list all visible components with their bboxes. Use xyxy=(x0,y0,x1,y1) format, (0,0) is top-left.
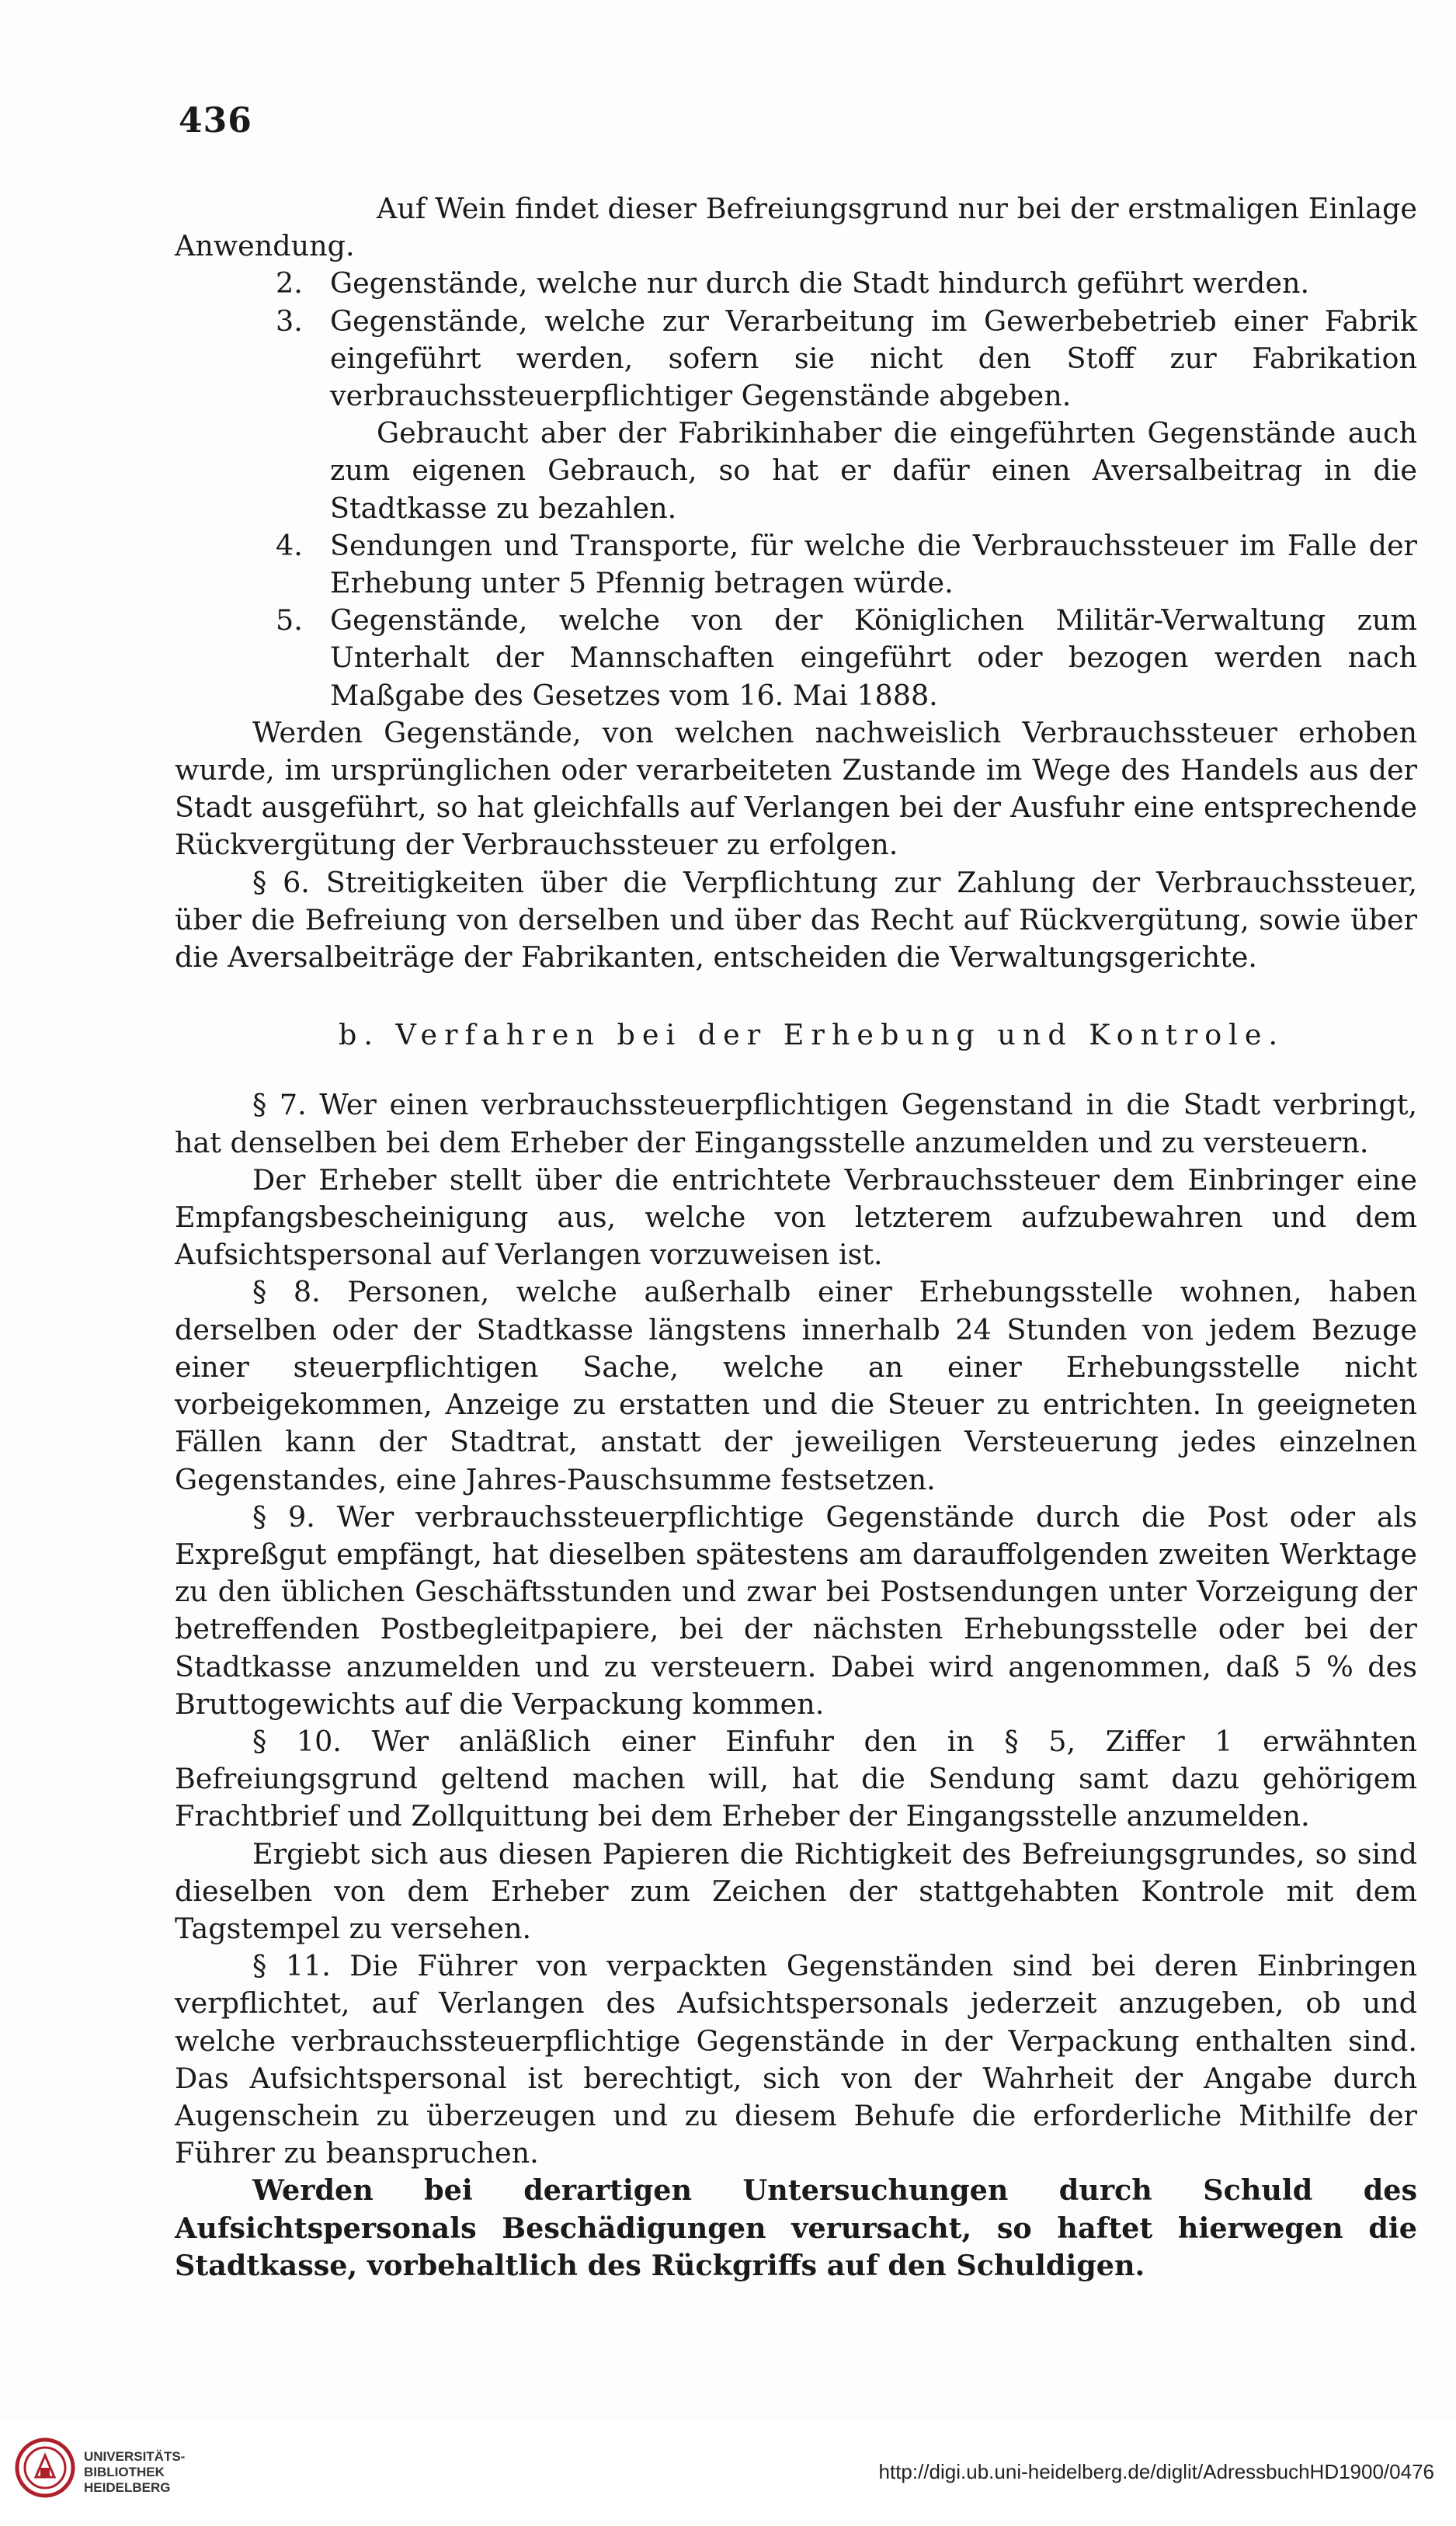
list-text: Gegenstände, welche zur Verarbeitung im Gewerbebetrieb einer Fabrik eingeführt werden, sofern sie nicht den Stoff zur Fabrikation verbrauchssteuerpflichtiger Gegenstände abgeben. xyxy=(330,304,1417,413)
list-item xyxy=(175,303,1417,415)
logo-line: BIBLIOTHEK xyxy=(84,2465,165,2479)
paragraph-section-11: § 11. Die Führer von verpackten Gegenständen sind bei deren Einbringen verpflichtet, auf Verlangen des Aufsichtspersonals jederzeit anzugeben, ob und welche verbrauchssteuerpflichtige Gegenstände in der Verpackung enthalten sind. Das Aufsichtspersonal ist berechtigt, sich von der Wahrheit der Angabe durch Augenschein zu überzeugen und zu diesem Behufe die erforderliche Mithilfe der Führer zu beanspruchen. xyxy=(175,1949,1417,2170)
paragraph: Ergiebt sich aus diesen Papieren die Richtigkeit des Befreiungsgrundes, so sind dieselben von dem Erheber zum Zeichen der stattgehabten Kontrole mit dem Tagstempel zu versehen. xyxy=(175,1836,1417,1945)
list-text: Sendungen und Transporte, für welche die Verbrauchssteuer im Falle der Erhebung unter 5 Pfennig betragen würde. xyxy=(330,528,1417,600)
list-text: Gegenstände, welche von der Königlichen Militär-Verwaltung zum Unterhalt der Mannschaften eingeführt oder bezogen werden nach Maßgabe des Gesetzes vom 16. Mai 1888. xyxy=(330,603,1417,712)
logo-line: UNIVERSITÄTS- xyxy=(84,2449,186,2464)
paragraph: Werden Gegenstände, von welchen nachweislich Verbrauchssteuer erhoben wurde, im ursprünglichen oder verarbeiteten Zustande im Wege des Handels aus der Stadt ausgeführt, so hat gleichfalls auf Verlangen bei der Ausfuhr eine entsprechende Rückvergütung der Verbrauchssteuer zu erfolgen. xyxy=(175,715,1417,862)
university-seal-icon xyxy=(14,2437,76,2499)
paragraph-section-7: § 7. Wer einen verbrauchssteuerpflichtigen Gegenstand in die Stadt verbringt, hat denselben bei dem Erheber der Eingangsstelle anzumelden und zu versteuern. xyxy=(175,1088,1417,1159)
page-number: 436 xyxy=(179,101,252,141)
paragraph-section-9: § 9. Wer verbrauchssteuerpflichtige Gegenstände durch die Post oder als Expreßgut empfängt, hat dieselben spätestens am darauffolgenden zweiten Werktage zu den üblichen Geschäftsstunden und zwar bei Postsendungen unter Vorzeigung der betreffenden Postbegleitpapiere, bei der nächsten Erhebungsstelle oder bei der Stadtkasse anzumelden und zu versteuern. Dabei wird angenommen, daß 5 % des Bruttogewichts auf die Verpackung kommen. xyxy=(175,1499,1417,1721)
list-number: 4. xyxy=(276,528,303,562)
list-number: 5. xyxy=(276,603,303,638)
list-item xyxy=(175,265,1417,302)
section-heading: b. Verfahren bei der Erhebung und Kontrole. xyxy=(338,1018,1285,1052)
source-url-link[interactable]: http://digi.ub.uni-heidelberg.de/diglit/AdressbuchHD1900/0476 xyxy=(878,2460,1434,2483)
list-text: Gegenstände, welche nur durch die Stadt hindurch geführt werden. xyxy=(330,266,1310,301)
list-item xyxy=(175,602,1417,714)
paragraph-section-10: § 10. Wer anläßlich einer Einfuhr den in § 5, Ziffer 1 erwähnten Befreiungsgrund geltend machen will, hat die Sendung samt dazu gehörigem Frachtbrief und Zollquittung bei dem Erheber der Eingangsstelle anzumelden. xyxy=(175,1724,1417,1833)
paragraph: Der Erheber stellt über die entrichtete Verbrauchssteuer dem Einbringer eine Empfangsbescheinigung aus, welche von letzterem aufzubewahren und dem Aufsichtspersonal auf Verlangen vorzuweisen ist. xyxy=(175,1162,1417,1272)
logo-line: HEIDELBERG xyxy=(84,2480,171,2495)
paragraph-section-6: § 6. Streitigkeiten über die Verpflichtung zur Zahlung der Verbrauchssteuer, über die Befreiung von derselben und über das Recht auf Rückvergütung, sowie über die Aversalbeiträge der Fabrikanten, entscheiden die Verwaltungsgerichte. xyxy=(175,865,1417,975)
list-subparagraph: Gebraucht aber der Fabrikinhaber die eingeführten Gegenstände auch zum eigenen Gebrauch, so hat er dafür einen Aversalbeitrag in die Stadtkasse zu bezahlen. xyxy=(330,416,1417,525)
paragraph-section-8: § 8. Personen, welche außerhalb einer Erhebungsstelle wohnen, haben derselben oder der Stadtkasse längstens innerhalb 24 Stunden von jedem Bezuge einer steuerpflichtigen Sache, welche an einer Erhebungsstelle nicht vorbeigekommen, Anzeige zu erstatten und die Steuer zu entrichten. In geeigneten Fällen kann der Stadtrat, anstatt der jeweiligen Versteuerung jedes einzelnen Gegenstandes, eine Jahres-Pauschsumme festsetzen. xyxy=(175,1275,1417,1496)
library-logo-text xyxy=(84,2449,185,2496)
document-body xyxy=(175,190,1417,2285)
paragraph: Werden bei derartigen Untersuchungen durch Schuld des Aufsichtspersonals Beschädigungen verursacht, so haftet hierwegen die Stadtkasse, vorbehaltlich des Rückgriffs auf den Schuldigen. xyxy=(175,2173,1417,2282)
footer xyxy=(0,2421,1456,2526)
list-item xyxy=(175,527,1417,602)
list-number: 2. xyxy=(276,266,303,301)
paragraph: Auf Wein findet dieser Befreiungsgrund nur bei der erstmaligen Einlage Anwendung. xyxy=(175,192,1417,263)
list-number: 3. xyxy=(276,304,303,338)
